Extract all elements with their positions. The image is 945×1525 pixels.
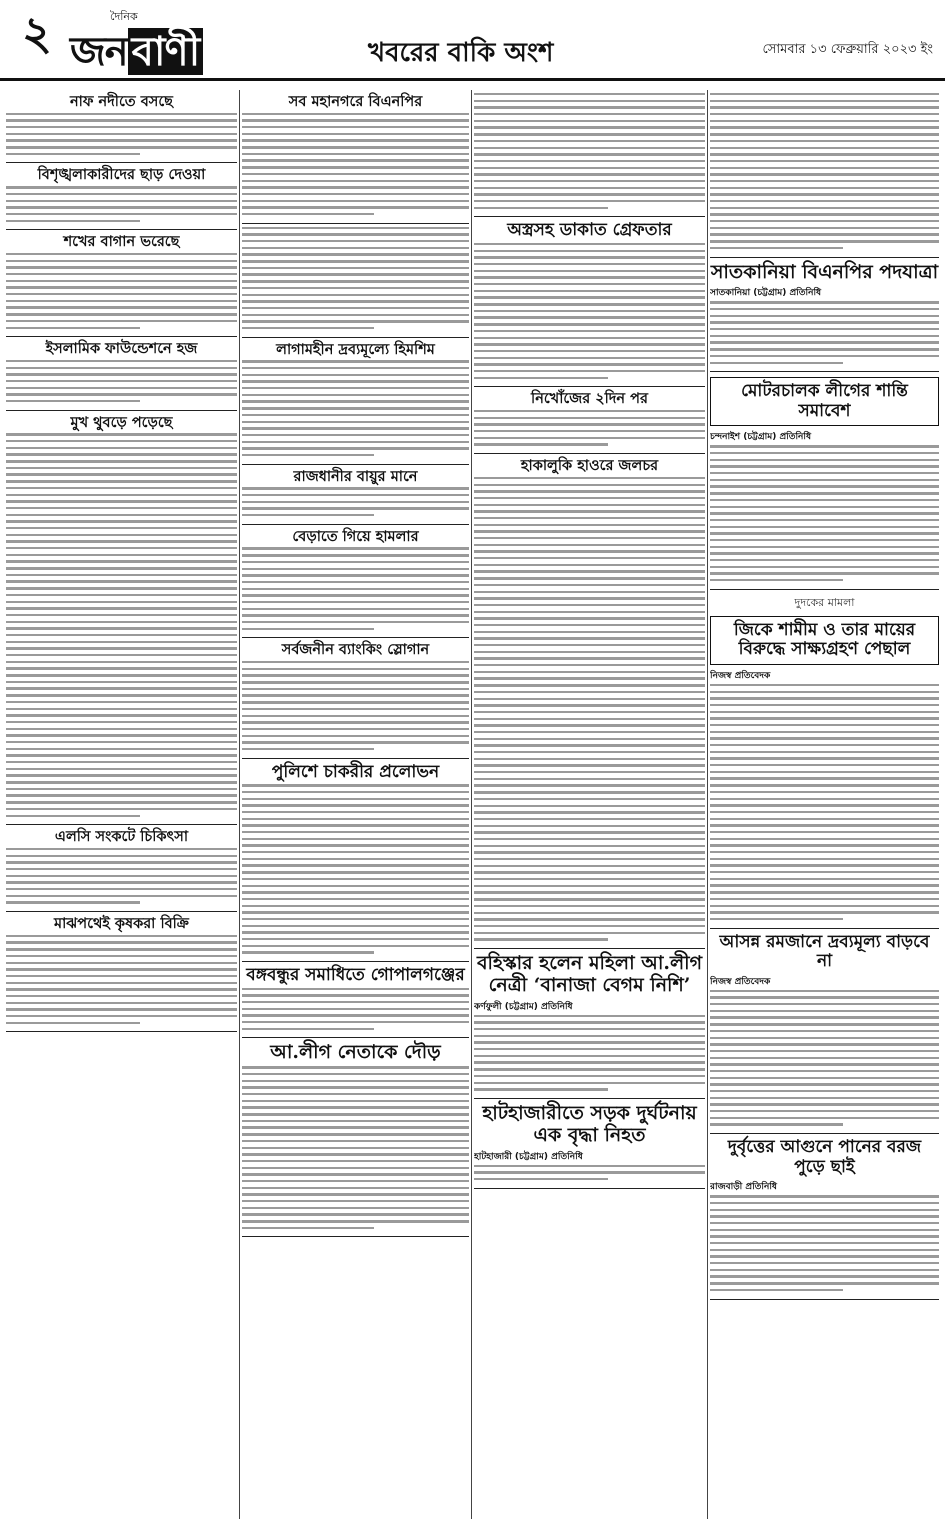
news-story [710,258,939,373]
story-headline: জিকে শামীম ও তার মায়ের বিরুদ্ধে সাক্ষ্যগ্রহণ পেছাল [710,616,939,665]
news-story [242,525,469,639]
issue-date: সোমবার ১৩ ফেব্রুয়ারি ২০২৩ ইং [762,42,933,57]
story-headline: সর্বজনীন ব্যাংকিং স্লোগান [281,641,430,659]
news-story [474,454,705,949]
story-body-text [6,253,237,329]
column-3 [474,90,705,1519]
story-body-text [6,935,237,1024]
news-story [242,962,469,1038]
news-story [474,387,705,454]
story-headline: অস্ত্রসহ ডাকাত গ্রেফতার [507,220,672,241]
story-body-text [242,1066,469,1229]
story-body-text [474,1015,705,1091]
story-body-text [6,433,237,817]
logo-name-part-a: জন [70,28,128,75]
column-divider [707,90,708,1519]
story-kicker: দুদকের মামলা [794,595,855,609]
story-byline: রাজবাড়ী প্রতিনিধি [710,1182,777,1193]
story-body-text [6,360,237,403]
story-body-text [242,988,469,1031]
story-headline: সব মহানগরে বিএনপির [288,93,423,110]
story-body-text [474,477,705,941]
story-headline: মোটরচালক লীগের শান্তি সমাবেশ [710,377,939,426]
news-story [242,465,469,525]
story-body-text [242,661,469,750]
story-byline: সাতকানিয়া (চট্টগ্রাম) প্রতিনিধি [710,288,822,299]
logo-prefix: দৈনিক [110,10,138,23]
story-body-text [710,684,939,920]
news-story [710,372,939,590]
story-headline: হাকালুকি হাওরে জলচর [520,457,659,475]
news-story [6,90,237,163]
story-headline: আ.লীগ নেতাকে দৌড় [270,1041,441,1064]
story-headline: বিশৃঙ্খলাকারীদের ছাড় দেওয়া [37,166,206,184]
story-headline: এলসি সংকটে চিকিৎসা [54,828,189,846]
news-story [6,230,237,337]
news-story [474,217,705,387]
story-body-text [474,1165,705,1181]
news-story [242,759,469,962]
story-byline: নিজস্ব প্রতিবেদক [710,670,771,681]
masthead-rule [0,78,945,81]
story-headline: রাজধানীর বায়ুর মানে [293,467,418,485]
column-divider [239,90,240,1519]
story-headline: আসন্ন রমজানে দ্রব্যমূল্য বাড়বে না [719,931,930,972]
news-story [6,411,237,826]
story-byline: হাটহাজারী (চট্টগ্রাম) প্রতিনিধি [474,1151,583,1162]
news-story [242,638,469,758]
section-title: খবরের বাকি অংশ [368,38,554,68]
story-headline: শখের বাগান ভরেছে [63,233,180,251]
page-number: ২ [22,6,52,60]
news-story [6,163,237,230]
story-body-text [710,1195,939,1291]
news-story [710,1134,939,1299]
story-body-text [474,243,705,379]
story-body-text [710,301,939,364]
newspaper-logo [70,8,240,75]
story-headline: ইসলামিক ফাউন্ডেশনে হজ [45,340,198,358]
news-story [710,929,939,1135]
masthead [0,0,945,88]
story-headline: নিখোঁজের ২দিন পর [531,390,648,408]
story-headline: বঙ্গবন্ধুর সমাধিতে গোপালগঞ্জের [246,965,465,986]
story-byline: নিজস্ব প্রতিবেদক [710,976,771,987]
column-4 [710,90,939,1519]
story-body-text [710,93,939,249]
story-body-text [242,487,469,516]
story-body-text [242,784,469,954]
story-body-text [710,445,939,581]
story-byline: কর্ণফুলী (চট্টগ্রাম) প্রতিনিধি [474,1001,573,1012]
story-body-text [242,113,469,216]
news-story [474,90,705,217]
story-headline: হাটহাজারীতে সড়ক দুর্ঘটনায় এক বৃদ্ধা নিহত [482,1101,697,1146]
news-story [242,90,469,224]
story-headline: বেড়াতে গিয়ে হামলার [292,527,419,545]
news-story [242,224,469,338]
story-body-text [242,547,469,630]
story-body-text [474,410,705,446]
news-story [710,90,939,258]
story-headline: নাফ নদীতে বসছে [70,93,173,110]
news-story [242,338,469,465]
story-headline: পুলিশে চাকরীর প্রলোভন [271,761,440,782]
story-headline: মাঝপথেই কৃষকরা বিক্রি [54,915,189,933]
story-body-text [6,113,237,156]
news-story [6,825,237,912]
news-story [474,949,705,1099]
story-headline: লাগামহীন দ্রব্যমূল্যে হিমশিম [276,340,435,358]
column-divider [471,90,472,1519]
story-headline: দুর্বৃত্তের আগুনে পানের বরজ পুড়ে ছাই [727,1137,922,1177]
story-byline: চন্দনাইশ (চট্টগ্রাম) প্রতিনিধি [710,432,812,443]
story-body-text [710,990,939,1126]
story-headline: বহিস্কার হলেন মহিলা আ.লীগ নেত্রী ‘বানাজা বেগম নিশি’ [476,951,703,996]
news-story [6,912,237,1032]
story-body-text [474,93,705,209]
story-body-text [242,360,469,456]
story-headline: মুখ থুবড়ে পড়েছে [70,413,173,431]
story-body-text [242,227,469,330]
news-story [710,590,939,929]
story-body-text [6,186,237,222]
news-story [474,1099,705,1189]
column-2 [242,90,469,1519]
story-body-text [6,848,237,904]
logo-name-part-b: বাণী [128,28,204,75]
logo-name [70,20,203,87]
story-headline: সাতকানিয়া বিএনপির পদযাত্রা [710,260,939,283]
column-1 [6,90,237,1519]
news-story [242,1038,469,1237]
news-story [6,337,237,410]
